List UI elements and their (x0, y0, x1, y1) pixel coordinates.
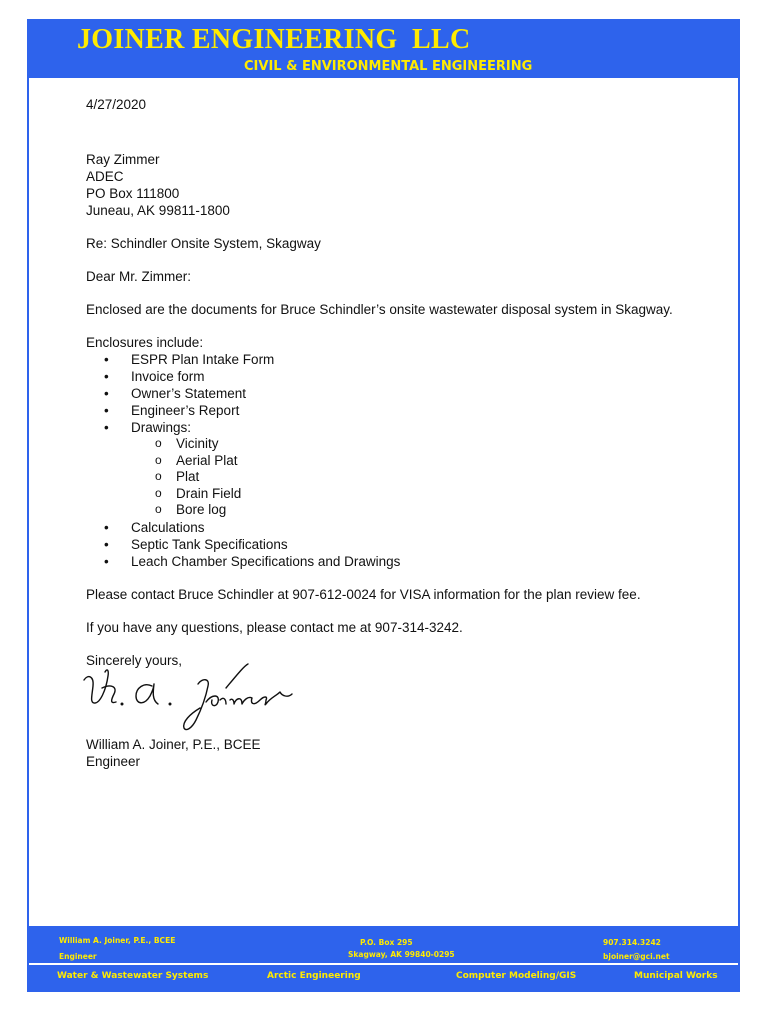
salutation: Dear Mr. Zimmer: (86, 269, 192, 284)
company-name: JOINER ENGINEERING LLC (77, 24, 471, 55)
enclosures-list (86, 351, 726, 570)
letterhead-footer (29, 926, 738, 990)
recipient-line: ADEC (86, 169, 124, 184)
footer-name: William A. Joiner, P.E., BCEE (59, 936, 176, 945)
footer-phone: 907.314.3242 (603, 938, 661, 947)
intro-paragraph: Enclosed are the documents for Bruce Schindler’s onsite wastewater disposal system in Skagway. (86, 302, 673, 317)
recipient-line: Juneau, AK 99811-1800 (86, 203, 230, 218)
footer-divider (29, 963, 738, 965)
sublist-item: o Plat (131, 469, 726, 486)
recipient-line: Ray Zimmer (86, 152, 160, 167)
letterhead-header (29, 21, 738, 78)
sublist-item: o Vicinity (131, 436, 726, 453)
list-item: • Calculations (86, 519, 726, 536)
list-item: • Owner’s Statement (86, 385, 726, 402)
recipient-line: PO Box 111800 (86, 186, 180, 201)
fee-contact-paragraph: Please contact Bruce Schindler at 907-612-0024 for VISA information for the plan review fee. (86, 586, 641, 602)
footer-service: Computer Modeling/GIS (456, 971, 577, 981)
recipient-address (86, 151, 726, 219)
list-item: • Septic Tank Specifications (86, 536, 726, 553)
drawings-label: Drawings: (131, 420, 192, 435)
footer-service: Arctic Engineering (267, 971, 361, 981)
subject-line: Re: Schindler Onsite System, Skagway (86, 236, 321, 251)
footer-address-line1: P.O. Box 295 (360, 938, 413, 947)
enclosures-heading: Enclosures include: (86, 335, 204, 350)
letter-date: 4/27/2020 (86, 97, 147, 112)
list-item: • Leach Chamber Specifications and Drawings (86, 553, 726, 570)
list-item: • Invoice form (86, 368, 726, 385)
footer-address-line2: Skagway, AK 99840-0295 (348, 950, 455, 959)
footer-service: Municipal Works (634, 971, 718, 981)
sublist-item: o Drain Field (131, 486, 726, 503)
drawings-sublist (131, 436, 726, 519)
list-item: • ESPR Plan Intake Form (86, 351, 726, 368)
signer-title: Engineer (86, 753, 141, 769)
list-item (86, 419, 726, 519)
closing: Sincerely yours, (86, 652, 183, 668)
handwritten-signature (80, 660, 310, 738)
footer-title: Engineer (59, 952, 97, 961)
sublist-item: o Bore log (131, 502, 726, 519)
list-item: • Engineer’s Report (86, 402, 726, 419)
company-tagline: CIVIL & ENVIRONMENTAL ENGINEERING (244, 59, 533, 74)
footer-email: bjoiner@gci.net (603, 952, 670, 961)
signer-name: William A. Joiner, P.E., BCEE (86, 736, 261, 752)
footer-service: Water & Wastewater Systems (57, 971, 209, 981)
sublist-item: o Aerial Plat (131, 453, 726, 470)
questions-paragraph: If you have any questions, please contact me at 907-314-3242. (86, 619, 463, 635)
